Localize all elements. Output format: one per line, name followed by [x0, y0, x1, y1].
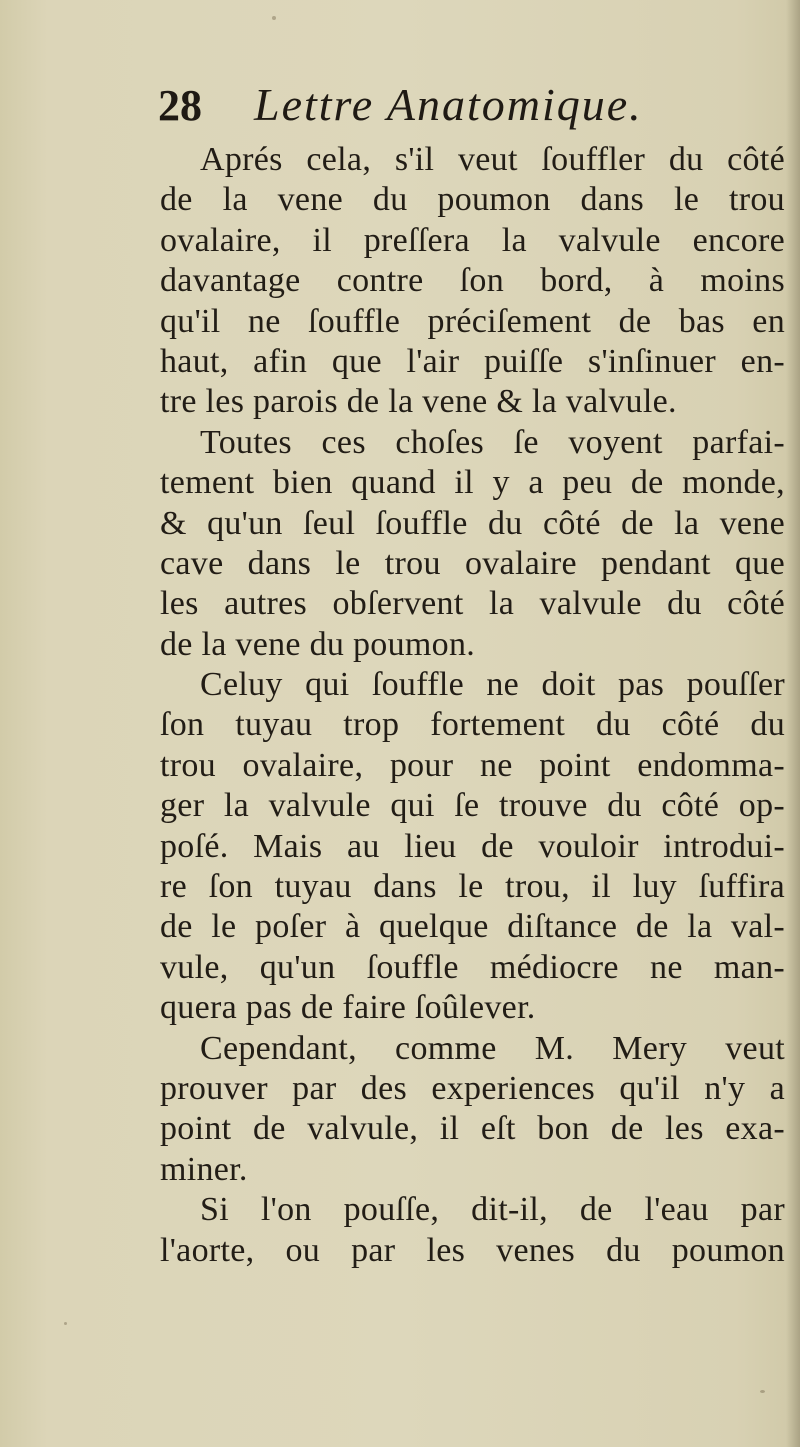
text-line: de la vene du poumon dans le trou — [160, 181, 785, 219]
text-line: les autres obſervent la valvule du côté — [160, 585, 785, 623]
text-line: re ſon tuyau dans le trou, il luy ſuffira — [160, 868, 785, 906]
text-line: ger la valvule qui ſe trouve du côté op- — [160, 787, 785, 825]
text-line: Si l'on pouſſe, dit-il, de l'eau par — [200, 1191, 785, 1229]
text-line: point de valvule, il eſt bon de les exa- — [160, 1110, 785, 1148]
paper-speck — [272, 16, 276, 20]
text-line: haut, afin que l'air puiſſe s'inſinuer en- — [160, 342, 785, 380]
text-line: Cependant, comme M. Mery veut — [200, 1029, 785, 1067]
text-line: Aprés cela, s'il veut ſouffler du côté — [200, 141, 785, 178]
text-line: cave dans le trou ovalaire pendant que — [160, 544, 785, 582]
paper-speck — [64, 1322, 67, 1325]
text-line: Toutes ces choſes ſe voyent parfai- — [200, 423, 785, 461]
text-line: ſon tuyau trop fortement du côté du — [160, 706, 785, 744]
text-line: de la vene du poumon. — [160, 625, 476, 663]
text-line: trou ovalaire, pour ne point endomma- — [160, 746, 785, 784]
body-text — [160, 140, 785, 1271]
page-header — [158, 78, 643, 138]
text-line: ovalaire, il preſſera la valvule encore — [160, 221, 785, 259]
text-line: tement bien quand il y a peu de monde, — [160, 464, 785, 502]
text-line: & qu'un ſeul ſouffle du côté de la vene — [160, 504, 785, 542]
text-line: Celuy qui ſouffle ne doit pas pouſſer — [200, 666, 785, 704]
text-line: miner. — [160, 1150, 248, 1188]
text-line: de le poſer à quelque diſtance de la val- — [160, 908, 785, 946]
running-title: Lettre Anatomique. — [254, 79, 643, 130]
text-line: tre les parois de la vene & la valvule. — [160, 383, 677, 421]
text-line: quera pas de faire ſoûlever. — [160, 989, 536, 1027]
page-number: 28 — [158, 81, 202, 130]
text-line: davantage contre ſon bord, à moins — [160, 262, 785, 300]
paper-speck — [760, 1390, 765, 1393]
text-line: l'aorte, ou par les venes du poumon — [160, 1231, 785, 1269]
text-line: prouver par des experiences qu'il n'y a — [160, 1069, 785, 1107]
text-line: qu'il ne ſouffle préciſement de bas en — [160, 302, 785, 340]
text-line: vule, qu'un ſouffle médiocre ne man- — [160, 948, 785, 986]
text-line: poſé. Mais au lieu de vouloir introdui- — [160, 827, 785, 865]
